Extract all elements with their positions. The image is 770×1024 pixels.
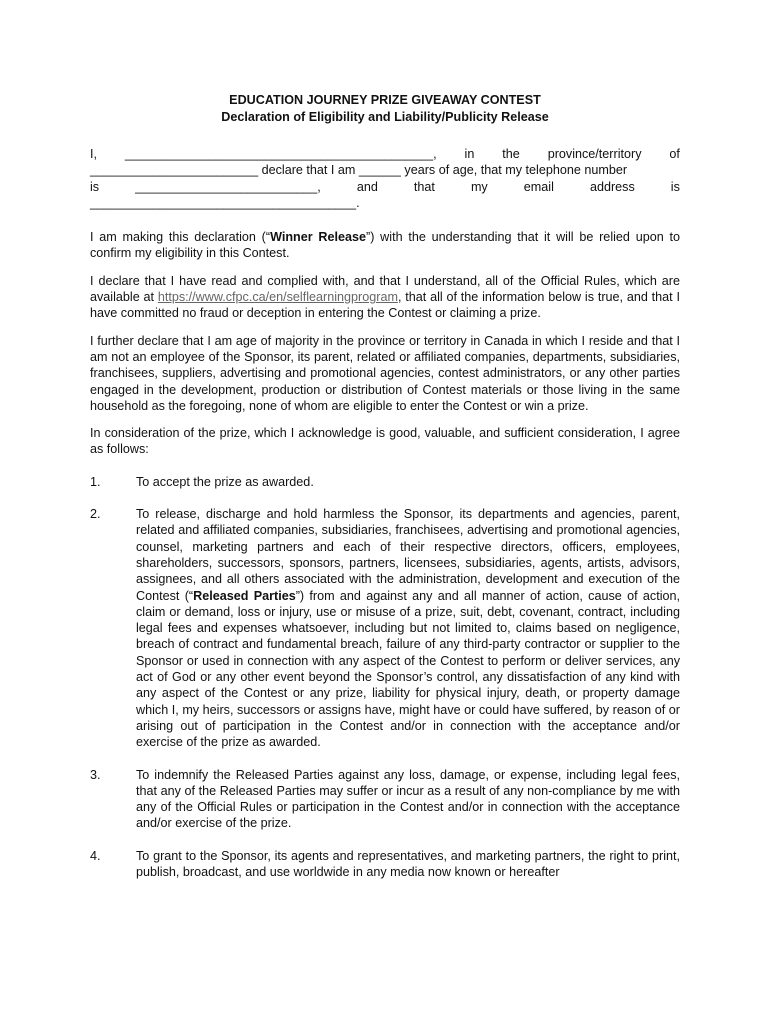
paragraph-official-rules: I declare that I have read and complied with, and that I understand, all of the Official Rules, which are available at https://www.cfpc.ca/en/selflearningprogram, that all of the information below is true, and that I have committed no fraud or deception in entering the Contest or claiming a prize. <box>90 273 680 321</box>
phone-blank[interactable]: __________________________, <box>135 179 321 194</box>
list-number: 2. <box>90 507 101 522</box>
fill-word: is <box>90 179 100 194</box>
list-item <box>90 506 680 750</box>
declaration-fill-block <box>90 146 680 211</box>
fill-word: address <box>589 179 635 194</box>
list-item <box>90 767 680 832</box>
fill-line-email <box>90 179 680 195</box>
fill-word: province/territory <box>547 147 642 161</box>
document-page <box>90 92 680 896</box>
fill-line-name <box>90 146 680 162</box>
province-age-phone-blanks[interactable]: ________________________ declare that I am ______ years of age, that my telephone number <box>90 163 628 178</box>
name-blank[interactable]: ____________________________________________, <box>124 147 437 161</box>
list-number: 3. <box>90 767 101 782</box>
document-title: EDUCATION JOURNEY PRIZE GIVEAWAY CONTEST <box>229 93 541 107</box>
paragraph-winner-release: I am making this declaration (“Winner Release”) with the understanding that it will be relied upon to confirm my eligibility in this Contest. <box>90 230 680 261</box>
email-blank[interactable]: ______________________________________. <box>90 195 360 210</box>
paragraph-eligibility: I further declare that I am age of majority in the province or territory in Canada in which I reside and that I am not an employee of the Sponsor, its parent, related or affiliated companies, departments, subsidiaries, franchisees, suppliers, advertising and promotional agencies, contest administrators, or any other parties engaged in the development, production or distribution of Contest materials or those living in the same household as the foregoing, none of whom are eligible to enter the Contest or win a prize. <box>90 333 680 413</box>
list-text: To indemnify the Released Parties against any loss, damage, or expense, including legal fees, that any of the Released Parties may suffer or incur as a result of any non-compliance by me with any of the Official Rules or participation in the Contest and/or in connection with the acceptance and/or exercise of the prize. <box>136 767 680 831</box>
fill-word: the <box>502 147 520 161</box>
rules-link[interactable]: https://www.cfpc.ca/en/selflearningprogram <box>157 290 398 305</box>
fill-word: of <box>669 147 680 161</box>
fill-line-age-phone <box>90 162 680 178</box>
fill-word: my <box>470 179 488 194</box>
list-number: 1. <box>90 474 101 489</box>
document-subtitle: Declaration of Eligibility and Liability/Publicity Release <box>221 110 549 124</box>
fill-word: and <box>356 179 378 194</box>
list-item <box>90 848 680 881</box>
fill-word: I, <box>90 147 97 161</box>
fill-word: email <box>523 179 554 194</box>
list-text: To release, discharge and hold harmless the Sponsor, its departments and agencies, parent, related and affiliated companies, subsidiaries, franchisees, advertising and promotional agencies, counsel, marketing partners and each of their respective directors, officers, employees, shareholders, successors, sponsors, partners, licensees, subsidiaries, agents, artists, advisors, assignees, and all others associated with the administration, development and execution of the Contest (“Released Parties”) from and against any and all manner of action, cause of action, claim or demand, loss or injury, use or misuse of a prize, suit, debt, covenant, contract, including legal fees and expenses whatsoever, including but not limited to, claims based on negligence, breach of contract and fundamental breach, failure of any third-party contractor or supplier to the Sponsor or used in connection with any aspect of the Contest to perform or deliver services, any act of God or any other event beyond the Sponsor’s control, any dissatisfaction of any kind with any aspect of the Contest or any prize, liability for physical injury, death, or property damage which I, my heirs, successors or assigns have, might have or could have suffered, by reason of or arising out of participation in the Contest and/or in connection with the acceptance and/or exercise of the prize as awarded. <box>136 507 680 750</box>
fill-word: is <box>670 179 680 194</box>
term-released-parties: Released Parties <box>193 588 296 603</box>
fill-word: that <box>413 179 435 194</box>
list-text: To accept the prize as awarded. <box>136 474 314 489</box>
paragraph-consideration: In consideration of the prize, which I acknowledge is good, valuable, and sufficient consideration, I agree as follows: <box>90 426 680 457</box>
list-number: 4. <box>90 848 101 863</box>
list-item <box>90 474 680 490</box>
list-text: To grant to the Sponsor, its agents and representatives, and marketing partners, the right to print, publish, broadcast, and use worldwide in any media now known or hereafter <box>136 848 680 879</box>
term-winner-release: Winner Release <box>270 230 367 245</box>
fill-word: in <box>464 147 475 161</box>
agreement-list <box>90 474 680 881</box>
